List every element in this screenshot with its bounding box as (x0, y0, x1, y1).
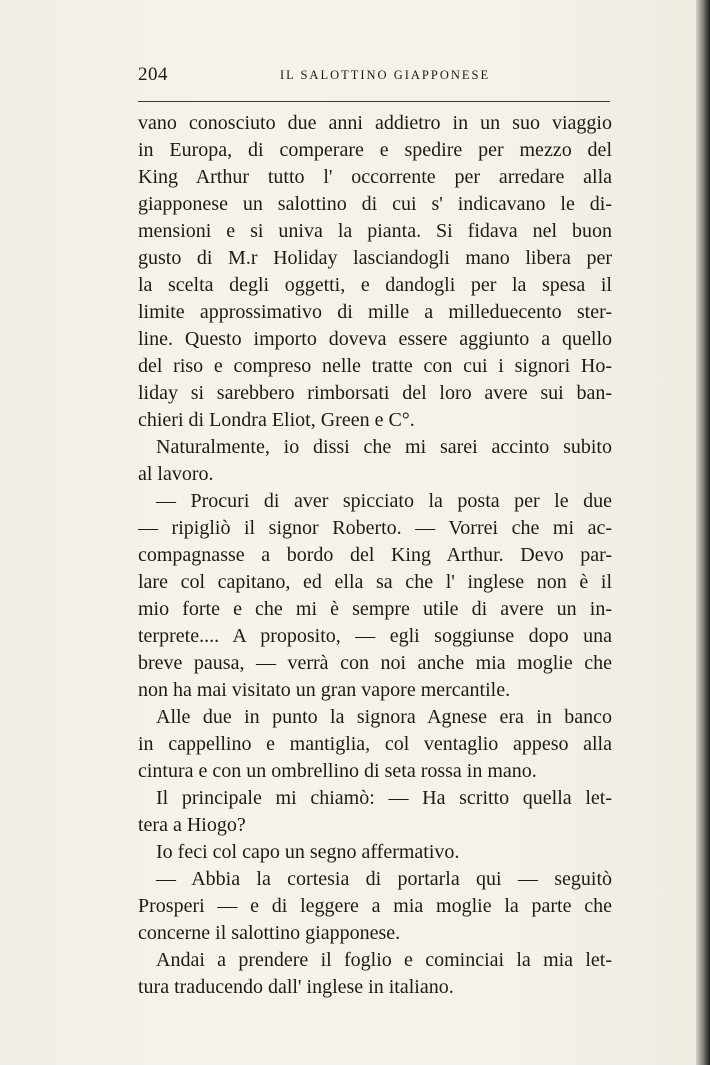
text-line: chieri di Londra Eliot, Green e C°. (138, 409, 415, 431)
text-line: Il principale mi chiamò: — Ha scritto quella let- (156, 787, 612, 809)
text-line: tera a Hiogo? (138, 814, 246, 836)
text-line: al lavoro. (138, 463, 214, 485)
body-text (138, 110, 612, 1001)
text-line: concerne il salottino giapponese. (138, 922, 401, 944)
text-line: in Europa, di comperare e spedire per mezzo del (138, 139, 612, 161)
text-line: — ripigliò il signor Roberto. — Vorrei che mi ac- (138, 517, 612, 539)
text-line: Naturalmente, io dissi che mi sarei accinto subito (156, 436, 612, 458)
text-line: breve pausa, — verrà con noi anche mia moglie che (138, 652, 612, 674)
text-line: — Abbia la cortesia di portarla qui — seguitò (156, 868, 612, 890)
text-line: Prosperi — e di leggere a mia moglie la parte che (138, 895, 612, 917)
page-header (138, 64, 610, 90)
text-line: mensioni e si univa la pianta. Si fidava nel buon (138, 220, 612, 242)
text-line: line. Questo importo doveva essere aggiunto a quello (138, 328, 612, 350)
text-line: cintura e con un ombrellino di seta rossa in mano. (138, 760, 537, 782)
page-edge-shadow (696, 0, 710, 1065)
text-line: liday si sarebbero rimborsati del loro avere sui ban- (138, 382, 612, 404)
text-line: giapponese un salottino di cui s' indicavano le di- (138, 193, 612, 215)
header-rule (138, 101, 610, 102)
text-line: gusto di M.r Holiday lasciandogli mano libera per (138, 247, 612, 269)
text-line: King Arthur tutto l' occorrente per arredare alla (138, 166, 612, 188)
text-line: — Procuri di aver spicciato la posta per le due (156, 490, 612, 512)
text-line: compagnasse a bordo del King Arthur. Devo par- (138, 544, 612, 566)
text-line: non ha mai visitato un gran vapore mercantile. (138, 679, 511, 701)
text-line: Andai a prendere il foglio e cominciai la mia let- (156, 949, 612, 971)
text-line: terprete.... A proposito, — egli soggiunse dopo una (138, 625, 612, 647)
page-number: 204 (138, 64, 168, 85)
text-line: in cappellino e mantiglia, col ventaglio appeso alla (138, 733, 612, 755)
running-title: IL SALOTTINO GIAPPONESE (280, 68, 491, 82)
text-line: mio forte e che mi è sempre utile di avere un in- (138, 598, 612, 620)
text-line: del riso e compreso nelle tratte con cui i signori Ho- (138, 355, 612, 377)
text-line: limite approssimativo di mille a milleduecento ster- (138, 301, 612, 323)
text-line: la scelta degli oggetti, e dandogli per la spesa il (138, 274, 612, 296)
text-line: tura traducendo dall' inglese in italiano. (138, 976, 454, 998)
text-line: Io feci col capo un segno affermativo. (156, 841, 460, 863)
text-line: Alle due in punto la signora Agnese era in banco (156, 706, 612, 728)
text-line: lare col capitano, ed ella sa che l' inglese non è il (138, 571, 612, 593)
text-line: vano conosciuto due anni addietro in un suo viaggio (138, 112, 612, 134)
